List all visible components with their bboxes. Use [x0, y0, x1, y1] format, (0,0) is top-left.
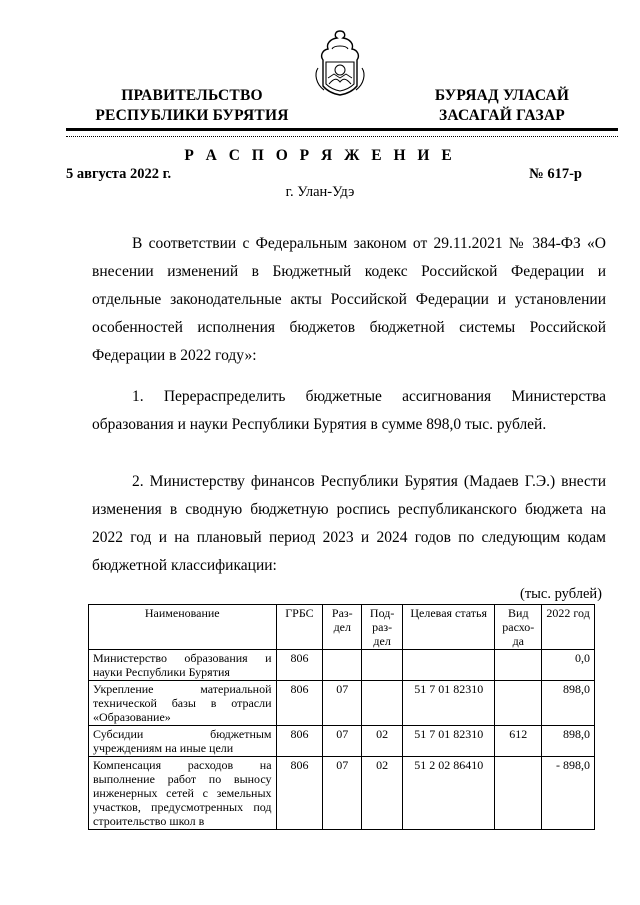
header-name: Наименование [89, 605, 277, 650]
item-1-paragraph: 1. Перераспределить бюджетные ассигнования Министерства образования и науки Республики Бурятия в сумме 898,0 тыс. рублей. [92, 388, 606, 433]
intro-paragraph: В соответствии с Федеральным законом от 29.11.2021 № 384-ФЗ «О внесении изменений в Бюджетный кодекс Российской Федерации и отдельные законодательные акты Российской Федерации и установлении особенностей исполнения бюджетов бюджетной системы Российской Федерации в 2022 году»: [92, 235, 606, 364]
table-header-row [89, 605, 595, 650]
cell-podrazdel [362, 681, 403, 726]
document-title: Р А С П О Р Я Ж Е Н И Е [184, 147, 456, 164]
header-right-line1: БУРЯАД УЛАСАЙ [434, 87, 570, 104]
cell-celevaya: 51 2 02 86410 [403, 757, 495, 830]
cell-razdel: 07 [323, 681, 362, 726]
header-divider-thick [66, 128, 618, 131]
cell-podrazdel [362, 650, 403, 681]
document-city: г. Улан-Удэ [285, 184, 355, 200]
header-right [402, 86, 602, 126]
document-date: 5 августа 2022 г. [66, 166, 172, 182]
table-row [89, 681, 595, 726]
cell-vid [495, 757, 542, 830]
header-year: 2022 год [542, 605, 595, 650]
cell-razdel: 07 [323, 726, 362, 757]
cell-razdel: 07 [323, 757, 362, 830]
cell-name: Субсидии бюджетным учреждениям на иные цели [89, 726, 277, 757]
header-razdel: Раз-дел [323, 605, 362, 650]
cell-grbs: 806 [276, 757, 323, 830]
header-grbs: ГРБС [276, 605, 323, 650]
cell-celevaya: 51 7 01 82310 [403, 726, 495, 757]
item-2-paragraph: 2. Министерству финансов Республики Бурятия (Мадаев Г.Э.) внести изменения в сводную бюджетную роспись республиканского бюджета на 2022 год и на плановый период 2023 и 2024 годов по следующим кодам бюджетной классификации: [92, 473, 606, 574]
cell-podrazdel: 02 [362, 726, 403, 757]
cell-year: 898,0 [542, 726, 595, 757]
header-left-line2: РЕСПУБЛИКИ БУРЯТИЯ [95, 107, 289, 124]
budget-table [88, 604, 595, 830]
cell-name: Укрепление материальной технической базы в отрасли «Образование» [89, 681, 277, 726]
cell-year: 898,0 [542, 681, 595, 726]
cell-razdel [323, 650, 362, 681]
cell-year: - 898,0 [542, 757, 595, 830]
cell-grbs: 806 [276, 650, 323, 681]
table-units: (тыс. рублей) [520, 586, 602, 602]
cell-grbs: 806 [276, 681, 323, 726]
cell-vid [495, 650, 542, 681]
header-podrazdel: Под-раз-дел [362, 605, 403, 650]
cell-celevaya: 51 7 01 82310 [403, 681, 495, 726]
cell-name: Компенсация расходов на выполнение работ по выносу инженерных сетей с земельных участков, предусмотренных под строительство школ в [89, 757, 277, 830]
cell-name: Министерство образования и науки Республики Бурятия [89, 650, 277, 681]
document-number: № 617-р [529, 166, 582, 182]
header-vid: Вид расхо-да [495, 605, 542, 650]
cell-year: 0,0 [542, 650, 595, 681]
cell-podrazdel: 02 [362, 757, 403, 830]
republic-emblem-icon [304, 28, 376, 98]
header-divider-dotted [66, 136, 618, 137]
header-left-line1: ПРАВИТЕЛЬСТВО [121, 87, 263, 104]
cell-grbs: 806 [276, 726, 323, 757]
cell-celevaya [403, 650, 495, 681]
cell-vid: 612 [495, 726, 542, 757]
header-celevaya: Целевая статья [403, 605, 495, 650]
header-left [92, 86, 292, 126]
table-row [89, 650, 595, 681]
table-row [89, 757, 595, 830]
cell-vid [495, 681, 542, 726]
table-row [89, 726, 595, 757]
header-right-line2: ЗАСАГАЙ ГАЗАР [439, 107, 565, 124]
